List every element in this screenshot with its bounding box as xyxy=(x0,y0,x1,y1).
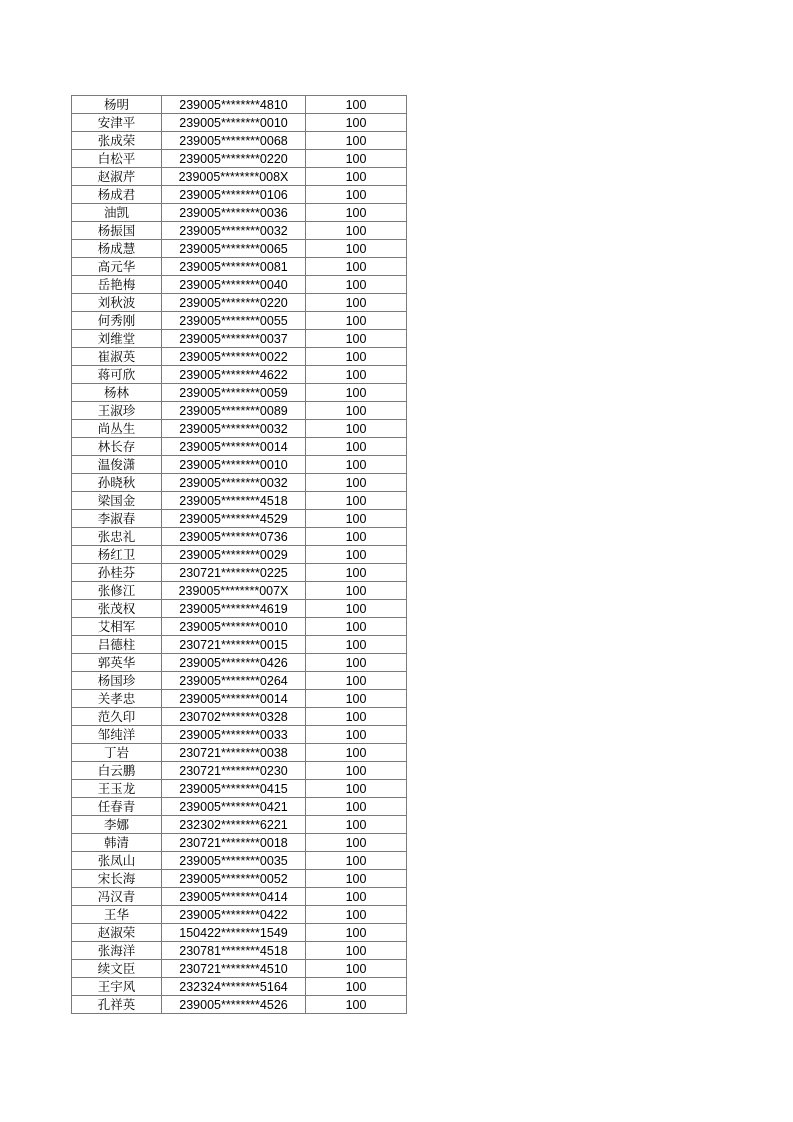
table-row xyxy=(72,222,407,240)
score-cell: 100 xyxy=(306,870,407,888)
score-cell: 100 xyxy=(306,420,407,438)
id-number-cell: 239005********4622 xyxy=(162,366,306,384)
table-row xyxy=(72,636,407,654)
table-row xyxy=(72,114,407,132)
score-cell: 100 xyxy=(306,672,407,690)
score-cell: 100 xyxy=(306,888,407,906)
score-cell: 100 xyxy=(306,924,407,942)
name-cell: 尚丛生 xyxy=(72,420,162,438)
id-number-cell: 239005********0010 xyxy=(162,618,306,636)
id-number-cell: 239005********0426 xyxy=(162,654,306,672)
id-number-cell: 239005********0220 xyxy=(162,150,306,168)
name-cell: 赵淑荣 xyxy=(72,924,162,942)
table-row xyxy=(72,924,407,942)
name-cell: 岳艳梅 xyxy=(72,276,162,294)
name-cell: 张海洋 xyxy=(72,942,162,960)
table-row xyxy=(72,834,407,852)
id-number-cell: 230721********0018 xyxy=(162,834,306,852)
name-cell: 关孝忠 xyxy=(72,690,162,708)
name-cell: 张忠礼 xyxy=(72,528,162,546)
id-number-cell: 230721********0038 xyxy=(162,744,306,762)
id-number-cell: 239005********0029 xyxy=(162,546,306,564)
table-row xyxy=(72,906,407,924)
score-cell: 100 xyxy=(306,204,407,222)
name-cell: 杨国珍 xyxy=(72,672,162,690)
data-table xyxy=(71,95,407,1014)
name-cell: 邹纯洋 xyxy=(72,726,162,744)
id-number-cell: 239005********008X xyxy=(162,168,306,186)
table-row xyxy=(72,726,407,744)
score-cell: 100 xyxy=(306,834,407,852)
score-cell: 100 xyxy=(306,654,407,672)
score-cell: 100 xyxy=(306,222,407,240)
name-cell: 林长存 xyxy=(72,438,162,456)
score-cell: 100 xyxy=(306,384,407,402)
id-number-cell: 239005********0010 xyxy=(162,114,306,132)
score-cell: 100 xyxy=(306,294,407,312)
name-cell: 宋长海 xyxy=(72,870,162,888)
id-number-cell: 239005********4529 xyxy=(162,510,306,528)
score-cell: 100 xyxy=(306,798,407,816)
name-cell: 杨成君 xyxy=(72,186,162,204)
table-row xyxy=(72,186,407,204)
table-row xyxy=(72,618,407,636)
name-cell: 王淑珍 xyxy=(72,402,162,420)
id-number-cell: 239005********0414 xyxy=(162,888,306,906)
table-row xyxy=(72,492,407,510)
id-number-cell: 239005********0037 xyxy=(162,330,306,348)
table-row xyxy=(72,744,407,762)
name-cell: 张凤山 xyxy=(72,852,162,870)
table-row xyxy=(72,132,407,150)
name-cell: 白松平 xyxy=(72,150,162,168)
id-number-cell: 239005********0220 xyxy=(162,294,306,312)
id-number-cell: 239005********4619 xyxy=(162,600,306,618)
id-number-cell: 230721********0015 xyxy=(162,636,306,654)
id-number-cell: 239005********0036 xyxy=(162,204,306,222)
score-cell: 100 xyxy=(306,240,407,258)
table-row xyxy=(72,960,407,978)
score-cell: 100 xyxy=(306,564,407,582)
name-cell: 张成荣 xyxy=(72,132,162,150)
id-number-cell: 239005********0022 xyxy=(162,348,306,366)
score-cell: 100 xyxy=(306,438,407,456)
id-number-cell: 239005********0068 xyxy=(162,132,306,150)
id-number-cell: 239005********0040 xyxy=(162,276,306,294)
name-cell: 刘维堂 xyxy=(72,330,162,348)
table-row xyxy=(72,456,407,474)
score-cell: 100 xyxy=(306,186,407,204)
score-cell: 100 xyxy=(306,258,407,276)
id-number-cell: 239005********4518 xyxy=(162,492,306,510)
score-cell: 100 xyxy=(306,816,407,834)
name-cell: 丁岩 xyxy=(72,744,162,762)
name-cell: 孔祥英 xyxy=(72,996,162,1014)
table-row xyxy=(72,204,407,222)
id-number-cell: 239005********0014 xyxy=(162,690,306,708)
name-cell: 安津平 xyxy=(72,114,162,132)
table-row xyxy=(72,672,407,690)
table-body xyxy=(72,96,407,1014)
id-number-cell: 239005********0033 xyxy=(162,726,306,744)
score-cell: 100 xyxy=(306,474,407,492)
id-number-cell: 239005********0264 xyxy=(162,672,306,690)
id-number-cell: 230721********0225 xyxy=(162,564,306,582)
table-row xyxy=(72,96,407,114)
id-number-cell: 239005********0032 xyxy=(162,222,306,240)
table-row xyxy=(72,870,407,888)
name-cell: 高元华 xyxy=(72,258,162,276)
name-cell: 孙晓秋 xyxy=(72,474,162,492)
score-cell: 100 xyxy=(306,330,407,348)
table-row xyxy=(72,402,407,420)
table-row xyxy=(72,762,407,780)
id-number-cell: 239005********0422 xyxy=(162,906,306,924)
id-number-cell: 230721********0230 xyxy=(162,762,306,780)
table-row xyxy=(72,978,407,996)
id-number-cell: 239005********0059 xyxy=(162,384,306,402)
score-cell: 100 xyxy=(306,978,407,996)
table-row xyxy=(72,546,407,564)
score-cell: 100 xyxy=(306,96,407,114)
score-cell: 100 xyxy=(306,528,407,546)
name-cell: 梁国金 xyxy=(72,492,162,510)
score-cell: 100 xyxy=(306,618,407,636)
score-cell: 100 xyxy=(306,690,407,708)
id-number-cell: 239005********0421 xyxy=(162,798,306,816)
table-row xyxy=(72,348,407,366)
name-cell: 孙桂芬 xyxy=(72,564,162,582)
id-number-cell: 230721********4510 xyxy=(162,960,306,978)
table-row xyxy=(72,510,407,528)
score-cell: 100 xyxy=(306,492,407,510)
table-row xyxy=(72,564,407,582)
score-cell: 100 xyxy=(306,366,407,384)
table-row xyxy=(72,798,407,816)
name-cell: 崔淑英 xyxy=(72,348,162,366)
score-cell: 100 xyxy=(306,744,407,762)
id-number-cell: 239005********0081 xyxy=(162,258,306,276)
table-row xyxy=(72,168,407,186)
score-cell: 100 xyxy=(306,708,407,726)
id-number-cell: 239005********0089 xyxy=(162,402,306,420)
name-cell: 韩清 xyxy=(72,834,162,852)
score-cell: 100 xyxy=(306,276,407,294)
table-row xyxy=(72,294,407,312)
table-row xyxy=(72,330,407,348)
score-cell: 100 xyxy=(306,348,407,366)
score-cell: 100 xyxy=(306,312,407,330)
score-cell: 100 xyxy=(306,726,407,744)
id-number-cell: 232324********5164 xyxy=(162,978,306,996)
table-row xyxy=(72,528,407,546)
name-cell: 王华 xyxy=(72,906,162,924)
name-cell: 王宇风 xyxy=(72,978,162,996)
table-row xyxy=(72,438,407,456)
score-cell: 100 xyxy=(306,168,407,186)
score-cell: 100 xyxy=(306,780,407,798)
table-row xyxy=(72,708,407,726)
name-cell: 赵淑芹 xyxy=(72,168,162,186)
name-cell: 刘秋波 xyxy=(72,294,162,312)
id-number-cell: 239005********4810 xyxy=(162,96,306,114)
name-cell: 温俊潇 xyxy=(72,456,162,474)
table-row xyxy=(72,240,407,258)
name-cell: 何秀刚 xyxy=(72,312,162,330)
table-row xyxy=(72,312,407,330)
name-cell: 油凯 xyxy=(72,204,162,222)
name-cell: 郭英华 xyxy=(72,654,162,672)
table-row xyxy=(72,366,407,384)
name-cell: 张茂权 xyxy=(72,600,162,618)
table-row xyxy=(72,816,407,834)
table-row xyxy=(72,888,407,906)
id-number-cell: 230702********0328 xyxy=(162,708,306,726)
id-number-cell: 239005********0014 xyxy=(162,438,306,456)
score-cell: 100 xyxy=(306,456,407,474)
name-cell: 任春青 xyxy=(72,798,162,816)
table-row xyxy=(72,690,407,708)
name-cell: 李娜 xyxy=(72,816,162,834)
name-cell: 续文臣 xyxy=(72,960,162,978)
name-cell: 杨成慧 xyxy=(72,240,162,258)
name-cell: 艾相军 xyxy=(72,618,162,636)
name-cell: 张修江 xyxy=(72,582,162,600)
table-row xyxy=(72,384,407,402)
score-cell: 100 xyxy=(306,132,407,150)
id-number-cell: 232302********6221 xyxy=(162,816,306,834)
table-row xyxy=(72,780,407,798)
table-row xyxy=(72,582,407,600)
table-row xyxy=(72,276,407,294)
score-cell: 100 xyxy=(306,546,407,564)
score-cell: 100 xyxy=(306,582,407,600)
score-cell: 100 xyxy=(306,150,407,168)
id-number-cell: 239005********0415 xyxy=(162,780,306,798)
table-row xyxy=(72,996,407,1014)
table-row xyxy=(72,600,407,618)
name-cell: 杨振国 xyxy=(72,222,162,240)
score-cell: 100 xyxy=(306,636,407,654)
score-cell: 100 xyxy=(306,762,407,780)
score-cell: 100 xyxy=(306,996,407,1014)
score-cell: 100 xyxy=(306,114,407,132)
id-number-cell: 239005********0065 xyxy=(162,240,306,258)
score-cell: 100 xyxy=(306,852,407,870)
name-cell: 吕德柱 xyxy=(72,636,162,654)
id-number-cell: 239005********0736 xyxy=(162,528,306,546)
score-cell: 100 xyxy=(306,906,407,924)
name-cell: 李淑春 xyxy=(72,510,162,528)
name-cell: 范久印 xyxy=(72,708,162,726)
score-cell: 100 xyxy=(306,600,407,618)
id-number-cell: 239005********0032 xyxy=(162,420,306,438)
name-cell: 王玉龙 xyxy=(72,780,162,798)
id-number-cell: 239005********4526 xyxy=(162,996,306,1014)
score-cell: 100 xyxy=(306,402,407,420)
table-row xyxy=(72,474,407,492)
id-number-cell: 150422********1549 xyxy=(162,924,306,942)
table-row xyxy=(72,420,407,438)
score-cell: 100 xyxy=(306,510,407,528)
name-cell: 冯汉青 xyxy=(72,888,162,906)
id-number-cell: 239005********0052 xyxy=(162,870,306,888)
id-number-cell: 230781********4518 xyxy=(162,942,306,960)
score-cell: 100 xyxy=(306,942,407,960)
name-cell: 杨红卫 xyxy=(72,546,162,564)
id-number-cell: 239005********0106 xyxy=(162,186,306,204)
table-row xyxy=(72,852,407,870)
id-number-cell: 239005********007X xyxy=(162,582,306,600)
name-cell: 杨林 xyxy=(72,384,162,402)
score-cell: 100 xyxy=(306,960,407,978)
table-row xyxy=(72,942,407,960)
name-cell: 蒋可欣 xyxy=(72,366,162,384)
table-row xyxy=(72,654,407,672)
table-row xyxy=(72,150,407,168)
id-number-cell: 239005********0055 xyxy=(162,312,306,330)
id-number-cell: 239005********0010 xyxy=(162,456,306,474)
name-cell: 白云鹏 xyxy=(72,762,162,780)
name-cell: 杨明 xyxy=(72,96,162,114)
id-number-cell: 239005********0035 xyxy=(162,852,306,870)
id-number-cell: 239005********0032 xyxy=(162,474,306,492)
table-row xyxy=(72,258,407,276)
